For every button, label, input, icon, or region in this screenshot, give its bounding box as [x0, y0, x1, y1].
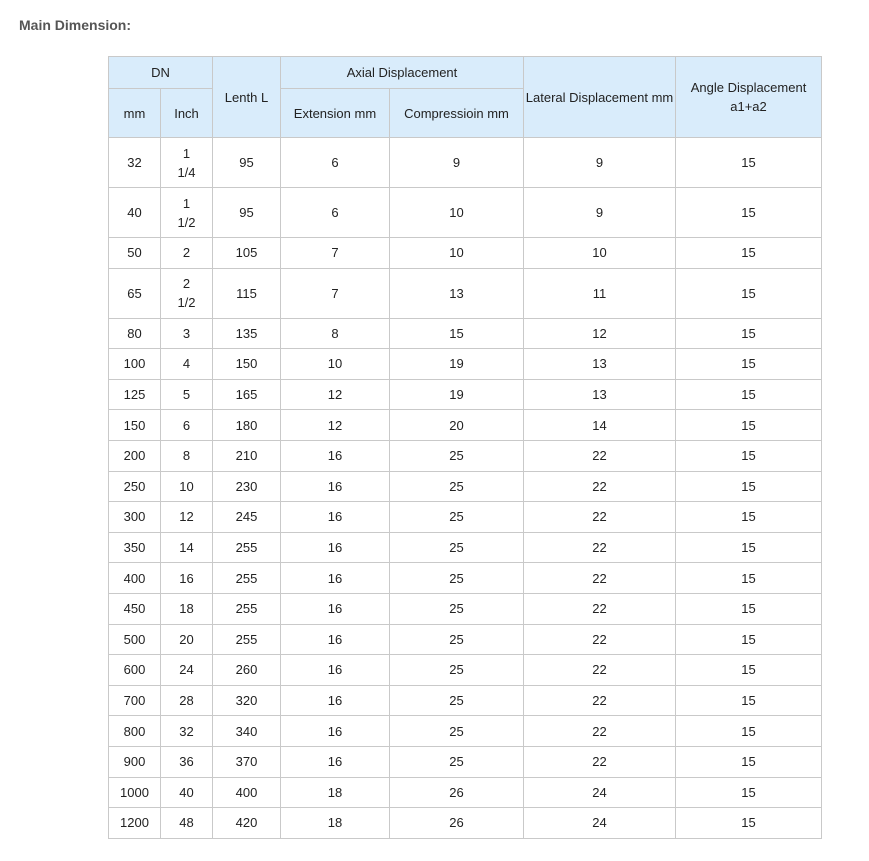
cell-mm: 80	[109, 318, 161, 349]
cell-lateral: 22	[524, 593, 676, 624]
table-body	[109, 138, 822, 839]
cell-extension: 16	[281, 746, 390, 777]
cell-inch	[161, 746, 213, 777]
cell-mm: 600	[109, 655, 161, 686]
cell-length: 150	[213, 349, 281, 380]
table-row	[109, 563, 822, 594]
cell-mm: 65	[109, 268, 161, 318]
cell-lateral: 24	[524, 777, 676, 808]
cell-length: 245	[213, 502, 281, 533]
cell-extension: 16	[281, 624, 390, 655]
header-dn: DN	[109, 57, 213, 89]
cell-angle: 15	[676, 268, 822, 318]
cell-inch	[161, 471, 213, 502]
table-row	[109, 379, 822, 410]
header-mm: mm	[109, 89, 161, 138]
cell-mm: 125	[109, 379, 161, 410]
cell-angle: 15	[676, 777, 822, 808]
table-row	[109, 685, 822, 716]
page-title: Main Dimension:	[19, 17, 132, 33]
cell-angle: 15	[676, 379, 822, 410]
cell-inch	[161, 268, 213, 318]
cell-lateral: 10	[524, 238, 676, 269]
cell-length: 255	[213, 593, 281, 624]
cell-mm: 400	[109, 563, 161, 594]
table-row	[109, 624, 822, 655]
cell-mm: 800	[109, 716, 161, 747]
cell-compression: 25	[390, 746, 524, 777]
cell-lateral: 9	[524, 138, 676, 188]
cell-compression: 25	[390, 471, 524, 502]
cell-inch-part: 20	[179, 631, 194, 647]
cell-inch-part: 1/2	[177, 214, 196, 230]
cell-extension: 16	[281, 502, 390, 533]
cell-angle: 15	[676, 138, 822, 188]
cell-angle: 15	[676, 624, 822, 655]
cell-inch-part: 6	[182, 417, 191, 433]
cell-length: 210	[213, 440, 281, 471]
cell-inch	[161, 716, 213, 747]
cell-lateral: 9	[524, 188, 676, 238]
cell-inch-part: 14	[179, 540, 194, 556]
header-compression-line2: mm	[487, 105, 509, 121]
cell-extension: 16	[281, 471, 390, 502]
cell-angle: 15	[676, 685, 822, 716]
cell-compression: 25	[390, 440, 524, 471]
cell-extension: 12	[281, 410, 390, 441]
cell-inch	[161, 138, 213, 188]
cell-angle: 15	[676, 440, 822, 471]
cell-mm: 1000	[109, 777, 161, 808]
cell-mm: 450	[109, 593, 161, 624]
cell-inch	[161, 563, 213, 594]
cell-angle: 15	[676, 188, 822, 238]
cell-inch	[161, 188, 213, 238]
cell-compression: 20	[390, 410, 524, 441]
cell-mm: 250	[109, 471, 161, 502]
header-angle	[676, 57, 822, 138]
header-lateral-line3: mm	[651, 89, 674, 105]
table-row	[109, 593, 822, 624]
cell-extension: 12	[281, 379, 390, 410]
header-length-line2: L	[260, 89, 269, 105]
cell-inch	[161, 685, 213, 716]
header-lateral-line1: Lateral	[525, 89, 566, 105]
cell-lateral: 13	[524, 349, 676, 380]
cell-lateral: 22	[524, 563, 676, 594]
cell-compression: 13	[390, 268, 524, 318]
cell-inch	[161, 532, 213, 563]
cell-compression: 10	[390, 238, 524, 269]
cell-length: 95	[213, 138, 281, 188]
cell-extension: 18	[281, 808, 390, 839]
cell-mm: 1200	[109, 808, 161, 839]
cell-mm: 350	[109, 532, 161, 563]
cell-compression: 10	[390, 188, 524, 238]
cell-mm: 150	[109, 410, 161, 441]
cell-lateral: 22	[524, 440, 676, 471]
header-lateral	[524, 57, 676, 138]
cell-extension: 10	[281, 349, 390, 380]
cell-compression: 26	[390, 808, 524, 839]
cell-compression: 25	[390, 502, 524, 533]
cell-inch-part: 18	[179, 601, 194, 617]
cell-length: 135	[213, 318, 281, 349]
cell-inch	[161, 502, 213, 533]
cell-inch-part: 36	[179, 754, 194, 770]
header-axial: Axial Displacement	[281, 57, 524, 89]
cell-inch-part: 10	[179, 478, 194, 494]
cell-extension: 7	[281, 238, 390, 269]
cell-inch-part: 48	[179, 815, 194, 831]
cell-angle: 15	[676, 410, 822, 441]
cell-inch	[161, 655, 213, 686]
cell-inch-part: 2	[182, 276, 191, 292]
cell-inch	[161, 410, 213, 441]
cell-angle: 15	[676, 808, 822, 839]
cell-inch-part: 40	[179, 784, 194, 800]
cell-mm: 700	[109, 685, 161, 716]
header-extension-line1: Extension	[293, 105, 351, 121]
header-extension-line2: mm	[354, 105, 377, 121]
table-row	[109, 188, 822, 238]
cell-angle: 15	[676, 532, 822, 563]
cell-extension: 16	[281, 563, 390, 594]
cell-inch-part: 1	[182, 195, 191, 211]
cell-length: 420	[213, 808, 281, 839]
header-length	[213, 57, 281, 138]
cell-inch	[161, 593, 213, 624]
cell-length: 180	[213, 410, 281, 441]
cell-inch-part: 24	[179, 662, 194, 678]
table-row	[109, 318, 822, 349]
cell-mm: 32	[109, 138, 161, 188]
cell-compression: 25	[390, 716, 524, 747]
table-row	[109, 138, 822, 188]
table-row	[109, 440, 822, 471]
dimension-table	[108, 56, 822, 839]
cell-inch-part: 32	[179, 723, 194, 739]
cell-angle: 15	[676, 318, 822, 349]
cell-inch-part: 3	[182, 325, 191, 341]
header-compression-line1: Compressioin	[404, 105, 484, 121]
cell-mm: 100	[109, 349, 161, 380]
header-compression	[390, 89, 524, 138]
cell-inch	[161, 318, 213, 349]
cell-lateral: 24	[524, 808, 676, 839]
cell-compression: 19	[390, 349, 524, 380]
cell-inch-part: 12	[179, 509, 194, 525]
cell-inch	[161, 379, 213, 410]
cell-lateral: 13	[524, 379, 676, 410]
header-angle-line2: Displacement	[727, 80, 807, 95]
cell-length: 320	[213, 685, 281, 716]
cell-compression: 25	[390, 655, 524, 686]
cell-angle: 15	[676, 502, 822, 533]
cell-extension: 6	[281, 138, 390, 188]
header-lateral-line2: Displacement	[569, 89, 648, 105]
cell-mm: 40	[109, 188, 161, 238]
cell-length: 105	[213, 238, 281, 269]
table-row	[109, 716, 822, 747]
cell-length: 400	[213, 777, 281, 808]
cell-extension: 7	[281, 268, 390, 318]
cell-lateral: 22	[524, 716, 676, 747]
cell-extension: 16	[281, 593, 390, 624]
cell-lateral: 22	[524, 655, 676, 686]
cell-inch-part: 1/2	[177, 295, 196, 311]
cell-compression: 26	[390, 777, 524, 808]
table-row	[109, 777, 822, 808]
table-row	[109, 349, 822, 380]
cell-inch	[161, 777, 213, 808]
cell-inch-part: 1/4	[177, 164, 196, 180]
cell-lateral: 22	[524, 685, 676, 716]
cell-length: 340	[213, 716, 281, 747]
cell-inch-part: 8	[182, 448, 191, 464]
header-inch: Inch	[161, 89, 213, 138]
cell-lateral: 22	[524, 532, 676, 563]
cell-angle: 15	[676, 655, 822, 686]
cell-compression: 25	[390, 532, 524, 563]
table-row	[109, 655, 822, 686]
cell-length: 255	[213, 624, 281, 655]
cell-length: 255	[213, 532, 281, 563]
cell-compression: 19	[390, 379, 524, 410]
cell-lateral: 22	[524, 624, 676, 655]
table-row	[109, 471, 822, 502]
cell-mm: 200	[109, 440, 161, 471]
cell-length: 260	[213, 655, 281, 686]
cell-inch	[161, 624, 213, 655]
cell-inch	[161, 349, 213, 380]
cell-extension: 6	[281, 188, 390, 238]
cell-angle: 15	[676, 746, 822, 777]
cell-lateral: 11	[524, 268, 676, 318]
cell-compression: 25	[390, 563, 524, 594]
cell-extension: 16	[281, 655, 390, 686]
table-row	[109, 502, 822, 533]
cell-extension: 16	[281, 685, 390, 716]
table-row	[109, 410, 822, 441]
cell-extension: 16	[281, 716, 390, 747]
header-angle-line3: a1+a2	[730, 99, 767, 114]
header-extension	[281, 89, 390, 138]
cell-lateral: 22	[524, 502, 676, 533]
cell-extension: 18	[281, 777, 390, 808]
cell-mm: 900	[109, 746, 161, 777]
cell-angle: 15	[676, 471, 822, 502]
cell-extension: 16	[281, 532, 390, 563]
cell-angle: 15	[676, 238, 822, 269]
cell-compression: 15	[390, 318, 524, 349]
cell-compression: 9	[390, 138, 524, 188]
table-row	[109, 808, 822, 839]
cell-inch	[161, 440, 213, 471]
table-row	[109, 238, 822, 269]
cell-lateral: 12	[524, 318, 676, 349]
cell-inch-part: 28	[179, 693, 194, 709]
cell-angle: 15	[676, 593, 822, 624]
cell-length: 370	[213, 746, 281, 777]
cell-extension: 8	[281, 318, 390, 349]
cell-inch-part: 1	[182, 145, 191, 161]
cell-length: 230	[213, 471, 281, 502]
cell-angle: 15	[676, 563, 822, 594]
cell-lateral: 22	[524, 471, 676, 502]
cell-mm: 500	[109, 624, 161, 655]
table-row	[109, 746, 822, 777]
table-row	[109, 532, 822, 563]
cell-angle: 15	[676, 716, 822, 747]
cell-inch	[161, 808, 213, 839]
cell-angle: 15	[676, 349, 822, 380]
cell-length: 255	[213, 563, 281, 594]
cell-lateral: 14	[524, 410, 676, 441]
table-row	[109, 268, 822, 318]
header-angle-line1: Angle	[690, 80, 724, 95]
cell-compression: 25	[390, 624, 524, 655]
cell-length: 165	[213, 379, 281, 410]
cell-lateral: 22	[524, 746, 676, 777]
cell-inch-part: 4	[182, 356, 191, 372]
cell-inch-part: 16	[179, 570, 194, 586]
cell-extension: 16	[281, 440, 390, 471]
cell-inch	[161, 238, 213, 269]
header-length-line1: Lenth	[224, 89, 258, 105]
cell-inch-part: 5	[182, 387, 191, 403]
cell-inch-part: 2	[182, 245, 191, 261]
cell-mm: 50	[109, 238, 161, 269]
cell-length: 95	[213, 188, 281, 238]
cell-compression: 25	[390, 593, 524, 624]
cell-mm: 300	[109, 502, 161, 533]
cell-length: 115	[213, 268, 281, 318]
cell-compression: 25	[390, 685, 524, 716]
